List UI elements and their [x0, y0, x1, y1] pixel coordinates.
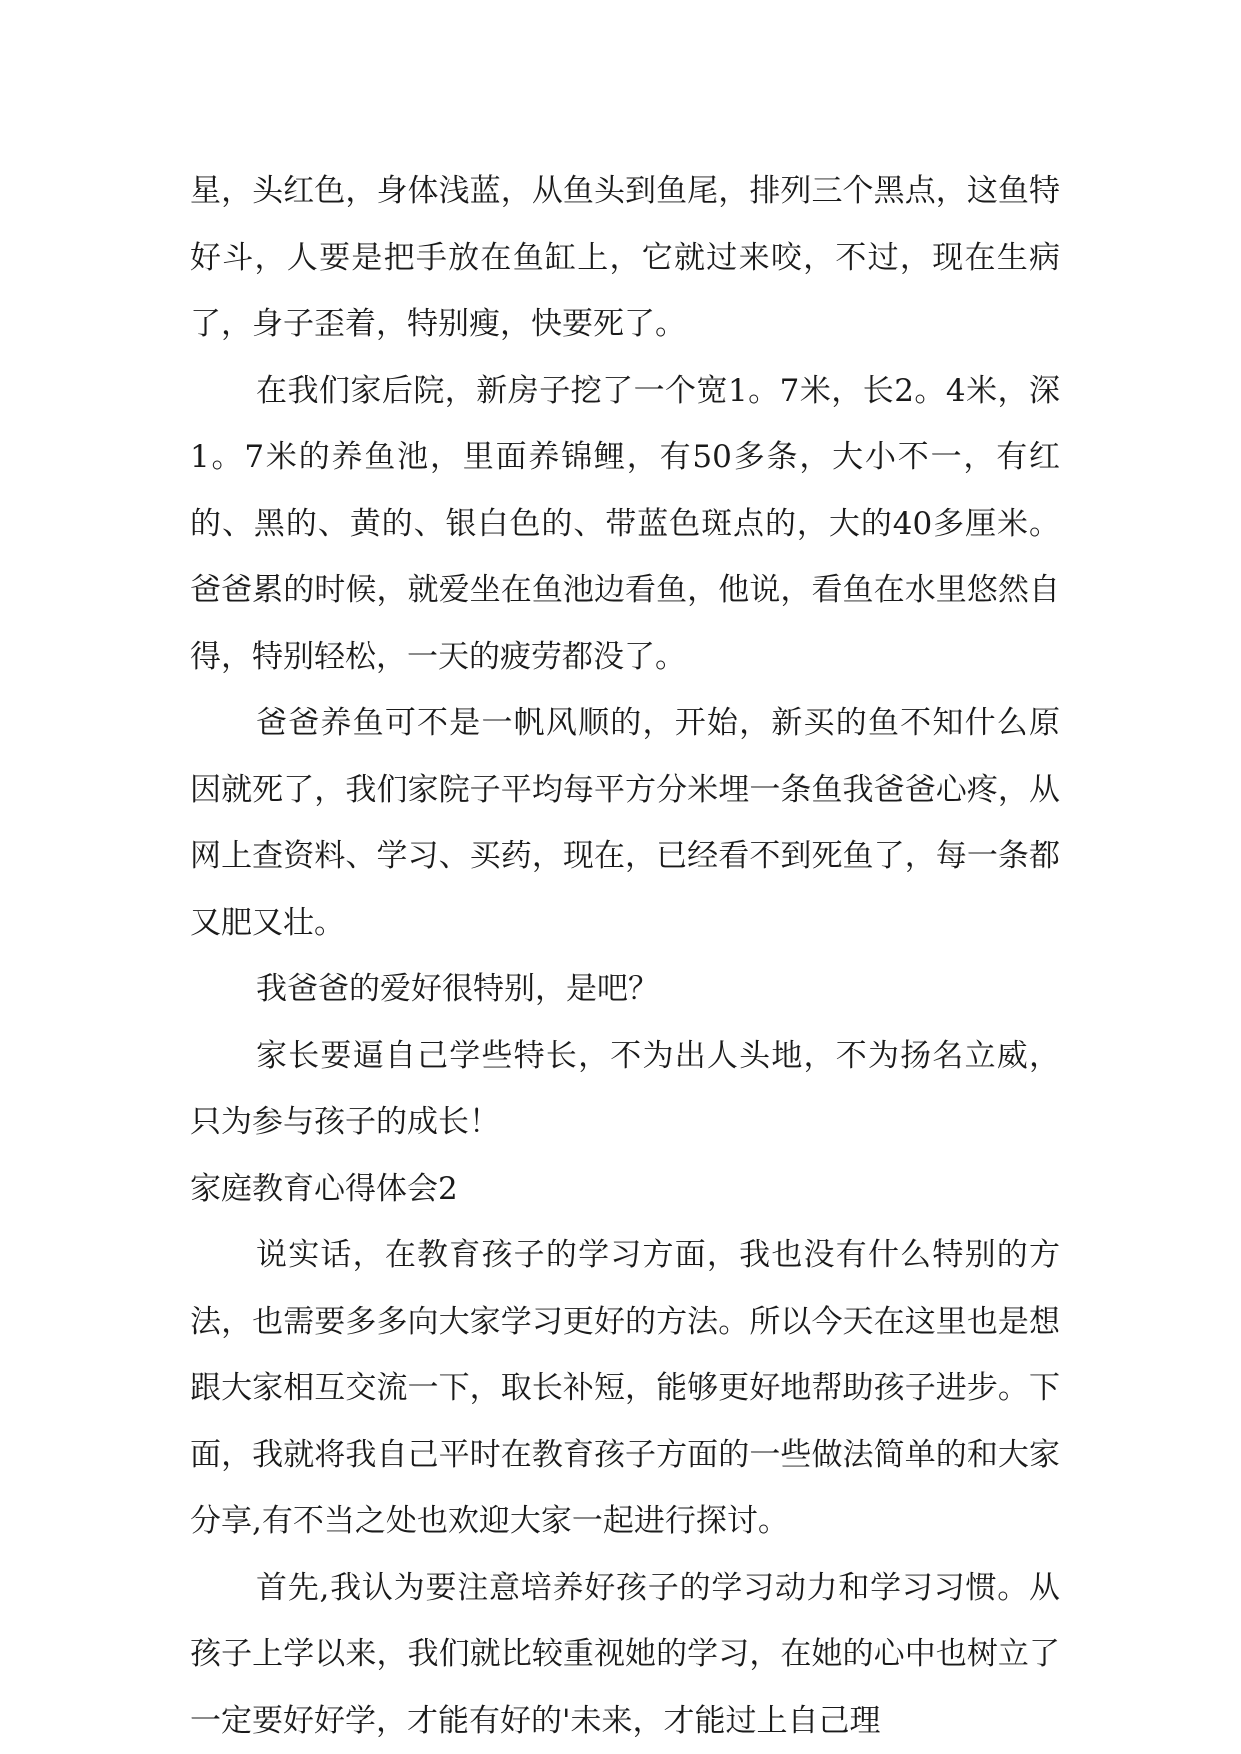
- paragraph-intro: 说实话，在教育孩子的学习方面，我也没有什么特别的方法，也需要多多向大家学习更好的方法。所以今天在这里也是想跟大家相互交流一下，取长补短，能够更好地帮助孩子进步。下面，我就将我自己平时在教育孩子方面的一些做法简单的和大家分享,有不当之处也欢迎大家一起进行探讨。: [190, 1237, 1060, 1539]
- paragraph-first-point: 首先,我认为要注意培养好孩子的学习动力和学习习惯。从孩子上学以来，我们就比较重视她的学习，在她的心中也树立了一定要好好学，才能有好的'未来，才能过上自己理: [190, 1569, 1060, 1739]
- paragraph-fish-pond: 在我们家后院，新房子挖了一个宽1。7米，长2。4米，深1。7米的养鱼池，里面养锦鲤，有50多条，大小不一，有红的、黑的、黄的、银白色的、带蓝色斑点的，大的40多厘米。爸爸累的时候，就爱坐在鱼池边看鱼，他说，看鱼在水里悠然自得，特别轻松，一天的疲劳都没了。: [190, 372, 1060, 675]
- paragraph-special-hobby: 我爸爸的爱好很特别，是吧？: [256, 971, 659, 1007]
- paragraph-parent-advice: 家长要逼自己学些特长，不为出人头地，不为扬名立威，只为参与孩子的成长！: [190, 1037, 1060, 1140]
- section-heading: 家庭教育心得体会2: [190, 1170, 458, 1207]
- paragraph-fish-description: 星，头红色，身体浅蓝，从鱼头到鱼尾，排列三个黑点，这鱼特好斗，人要是把手放在鱼缸上，它就过来咬，不过，现在生病了，身子歪着，特别瘦，快要死了。: [190, 173, 1060, 342]
- paragraph-fish-care: 爸爸养鱼可不是一帆风顺的，开始，新买的鱼不知什么原因就死了，我们家院子平均每平方分米埋一条鱼我爸爸心疼，从网上查资料、学习、买药，现在，已经看不到死鱼了，每一条都又肥又壮。: [190, 705, 1060, 941]
- document-body: [190, 158, 1060, 1754]
